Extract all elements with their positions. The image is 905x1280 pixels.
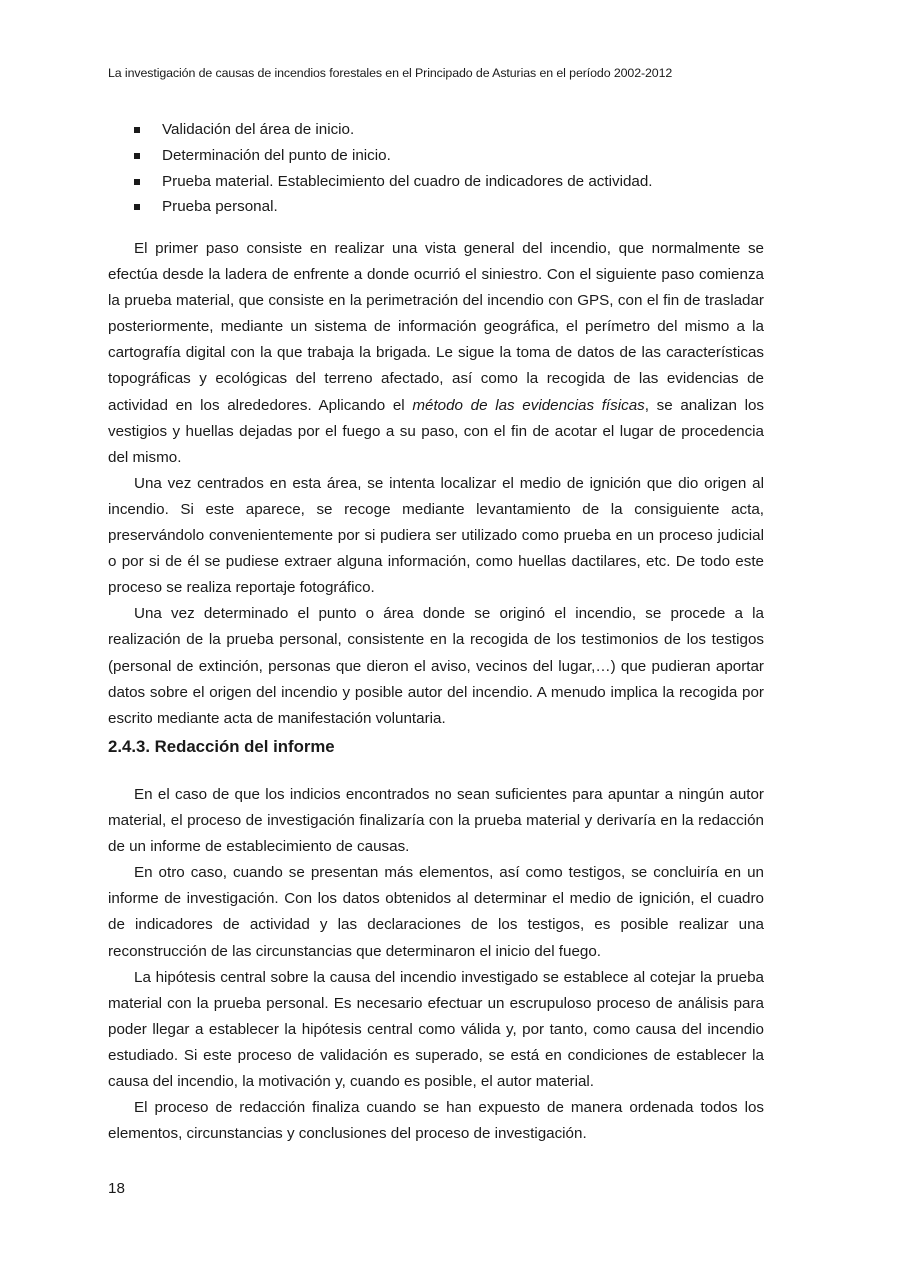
body-paragraph: En el caso de que los indicios encontrados no sean suficientes para apuntar a ningún autor material, el proceso de investigación finalizaría con la prueba material y derivaría en la redacción de un informe de establecimiento de causas. bbox=[108, 786, 764, 856]
list-item-text: Prueba material. Establecimiento del cuadro de indicadores de actividad. bbox=[162, 172, 653, 190]
body-paragraph: Una vez determinado el punto o área donde se originó el incendio, se procede a la realización de la prueba personal, consistente en la recogida de los testimonios de los testigos (personal de extinción, personas que dieron el aviso, vecinos del lugar,…) que pudieran aportar datos sobre el origen del incendio y posible autor del incendio. A menudo implica la recogida por escrito mediante acta de manifestación voluntaria. bbox=[108, 605, 764, 727]
list-item bbox=[108, 117, 764, 143]
list-item bbox=[108, 169, 764, 195]
body-paragraph: El proceso de redacción finaliza cuando se han expuesto de manera ordenada todos los elementos, circunstancias y conclusiones del proceso de investigación. bbox=[108, 1099, 764, 1143]
square-bullet-icon bbox=[134, 153, 140, 159]
body-paragraph: La hipótesis central sobre la causa del incendio investigado se establece al cotejar la prueba material con la prueba personal. Es necesario efectuar un escrupuloso proceso de análisis para poder llegar a establecer la hipótesis central como válida y, por tanto, como causa del incendio estudiado. Si este proceso de validación es superado, se está en condiciones de establecer la causa del incendio, la motivación y, cuando es posible, el autor material. bbox=[108, 968, 764, 1091]
running-header: La investigación de causas de incendios forestales en el Principado de Asturias en el período 2002-2012 bbox=[108, 66, 673, 80]
body-paragraph bbox=[108, 236, 764, 471]
section-text-block bbox=[108, 782, 764, 1147]
list-item-text: Determinación del punto de inicio. bbox=[162, 146, 391, 164]
body-paragraph: Una vez centrados en esta área, se intenta localizar el medio de ignición que dio origen al incendio. Si este aparece, se recoge mediante levantamiento de la consiguiente acta, preservándolo convenientemente por si pudiera ser utilizado como prueba en un proceso judicial o por si de él se pudiese extraer alguna información, como huellas dactilares, etc. De todo este proceso se realiza reportaje fotográfico. bbox=[108, 474, 764, 597]
square-bullet-icon bbox=[134, 179, 140, 185]
list-item bbox=[108, 194, 764, 220]
page-number: 18 bbox=[108, 1180, 125, 1197]
section-heading: 2.4.3. Redacción del informe bbox=[108, 737, 335, 756]
list-item-text: Validación del área de inicio. bbox=[162, 121, 355, 138]
list-item bbox=[108, 143, 764, 169]
square-bullet-icon bbox=[134, 127, 140, 133]
square-bullet-icon bbox=[134, 204, 140, 210]
intro-text-block bbox=[108, 236, 764, 732]
italic-term: método de las evidencias físicas bbox=[412, 396, 645, 414]
paragraph-text: El primer paso consiste en realizar una vista general del incendio, que normalmente se efectúa desde la ladera de enfrente a donde ocurrió el siniestro. Con el siguiente paso comienza la prueba material, que consiste en la perimetración del incendio con GPS, con el fin de trasladar posteriormente, mediante un sistema de información geográfica, el perímetro del mismo a la cartografía digital con la que trabaja la brigada. Le sigue la toma de datos de las características topográficas y ecológicas del terreno afectado, así como la recogida de las evidencias de actividad en los alrededores. Aplicando el bbox=[108, 240, 764, 414]
steps-bullet-list bbox=[108, 117, 764, 220]
body-paragraph: En otro caso, cuando se presentan más elementos, así como testigos, se concluiría en un informe de investigación. Con los datos obtenidos al determinar el medio de ignición, el cuadro de indicadores de actividad y las declaraciones de los testigos, es posible realizar una reconstrucción de las circunstancias que determinaron el inicio del fuego. bbox=[108, 864, 764, 960]
list-item-text: Prueba personal. bbox=[162, 198, 278, 216]
paragraph-text: , se analizan los vestigios y huellas dejadas por el fuego a su paso, con el fin de acotar el lugar de procedencia del mismo. bbox=[108, 396, 764, 466]
